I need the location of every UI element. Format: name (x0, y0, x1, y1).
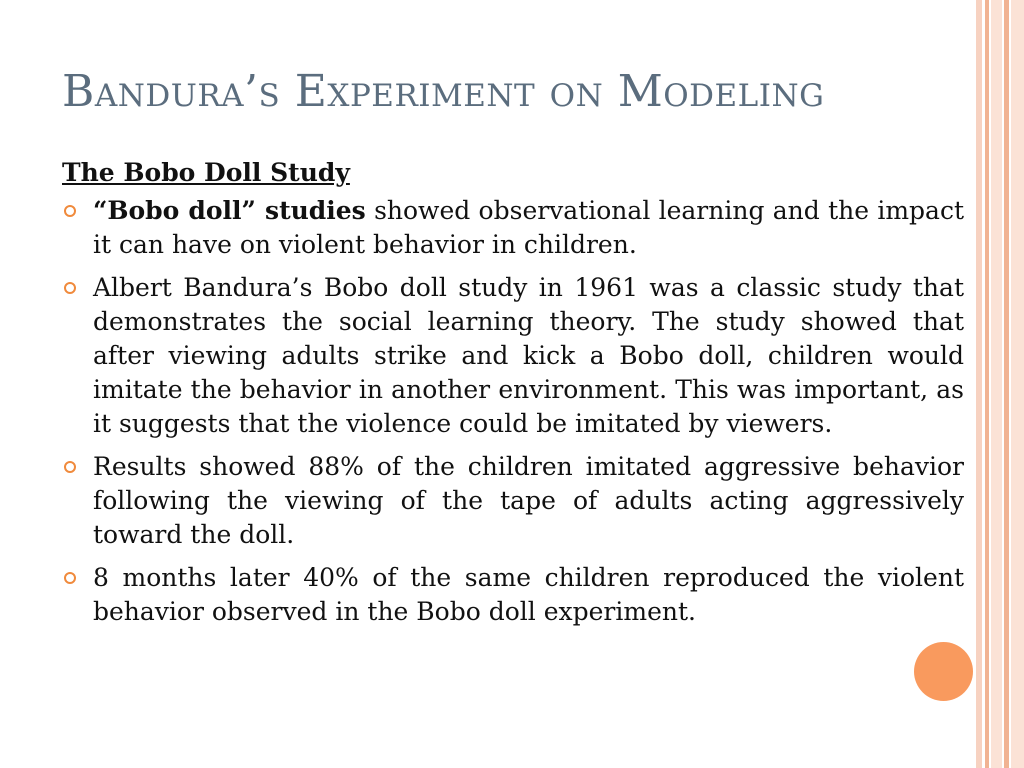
decorative-stripe (985, 0, 989, 768)
subheading: The Bobo Doll Study (62, 158, 350, 187)
bullet-circle-icon (64, 572, 76, 584)
bullet-item (62, 271, 964, 441)
decorative-circle (914, 642, 973, 701)
bullet-text: Results showed 88% of the children imitated aggressive behavior following the viewing of the tape of adults acting aggressively toward the doll. (93, 452, 964, 549)
decorative-stripe (991, 0, 1002, 768)
bullet-text: 8 months later 40% of the same children reproduced the violent behavior observed in the Bobo doll experiment. (93, 563, 964, 626)
decorative-stripe (1011, 0, 1024, 768)
bullet-item (62, 194, 964, 262)
bullet-circle-icon (64, 461, 76, 473)
bullet-item (62, 561, 964, 629)
slide-body (62, 156, 964, 638)
bullet-text: Albert Bandura’s Bobo doll study in 1961 was a classic study that demonstrates the social learning theory. The study showed that after viewing adults strike and kick a Bobo doll, children would imitate the behavior in another environment. This was important, as it suggests that the violence could be imitated by viewers. (93, 273, 964, 438)
bullet-circle-icon (64, 282, 76, 294)
slide-title: Bandura’s Experiment on Modeling (62, 66, 825, 117)
decorative-stripe (1004, 0, 1009, 768)
bullet-text: showed observational learning and the impact it can have on violent behavior in children. (93, 196, 964, 259)
decorative-stripe (976, 0, 982, 768)
bullet-list (62, 194, 964, 629)
bullet-circle-icon (64, 205, 76, 217)
bullet-bold-lead: “Bobo doll” studies (93, 196, 366, 225)
bullet-item (62, 450, 964, 552)
